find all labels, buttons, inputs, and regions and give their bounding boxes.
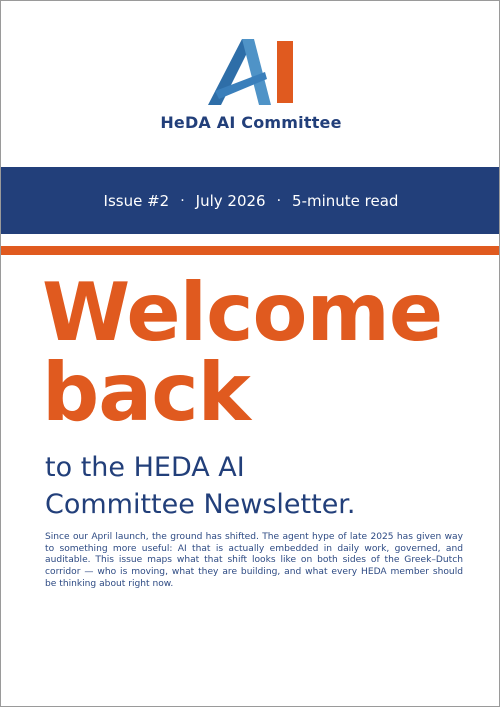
headline-line-2: back — [42, 346, 250, 439]
issue-number: Issue #2 — [103, 191, 170, 210]
banner-separator: · — [180, 192, 185, 209]
subheadline — [45, 449, 356, 523]
issue-banner — [1, 167, 500, 234]
subheadline-line-1: to the HEDA AI — [45, 452, 245, 483]
orange-divider — [1, 246, 500, 255]
banner-separator: · — [276, 192, 282, 209]
logo-i-bar — [277, 41, 293, 103]
headline — [42, 266, 443, 439]
ai-logo-icon — [205, 39, 297, 105]
issue-date: July 2026 — [195, 191, 266, 210]
org-name: HeDA AI Committee — [160, 113, 342, 132]
subheadline-line-2: Committee Newsletter. — [45, 489, 356, 520]
logo-a-right-leg — [242, 39, 271, 105]
headline-line-1: Welcome — [42, 266, 443, 359]
intro-paragraph: Since our April launch, the ground has shifted. The agent hype of late 2025 has given way to something more useful: AI that is actually embedded in daily work, governed, and auditable. This issue maps what that shift looks like on both sides of the Greek–Dutch corridor — who is moving, what they are building, and what every HEDA member should be thinking about right now. — [45, 532, 463, 589]
read-time: 5-minute read — [292, 191, 399, 210]
